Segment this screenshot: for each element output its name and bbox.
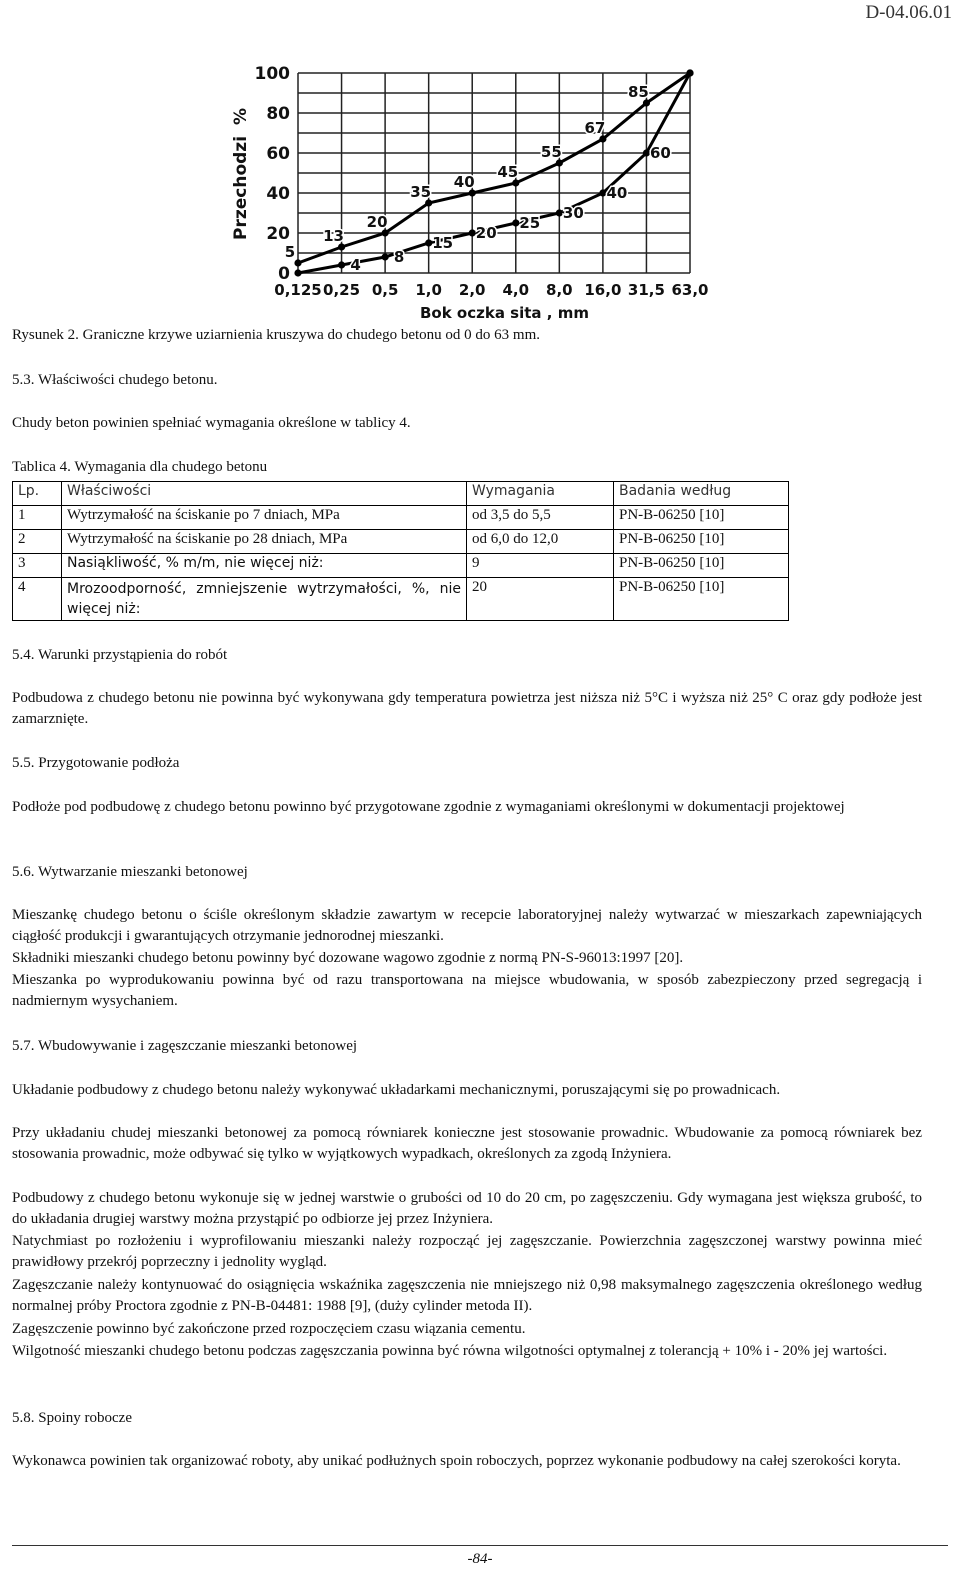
table-row <box>13 530 789 554</box>
data-point <box>294 269 301 276</box>
lower-data-label: 8 <box>393 248 405 266</box>
upper-data-label: 35 <box>410 183 432 201</box>
table-title: Tablica 4. Wymagania dla chudego betonu <box>12 459 268 475</box>
table-row <box>13 554 789 578</box>
section-heading-5-6: 5.6. Wytwarzanie mieszanki betonowej <box>12 864 248 880</box>
cell-standard: PN-B-06250 [10] <box>614 578 789 621</box>
section-text-5-4: Podbudowa z chudego betonu nie powinna być wykonywana gdy temperatura powietrza jest niższa niż 5°C i wyższa niż 25° C oraz gdy podłoże jest zamarznięte. <box>12 690 922 727</box>
section-text-5-6-c: Mieszanka po wyprodukowaniu powinna być od razu transportowana na miejsce wbudowania, w sposób zabezpieczony przed segregacją i nadmiernym wysychaniem. <box>12 972 922 1009</box>
data-point <box>643 149 650 156</box>
lower-data-label: 25 <box>519 214 541 232</box>
lower-data-label: 30 <box>562 204 584 222</box>
upper-data-label: 45 <box>497 163 519 181</box>
header-requirements: Wymagania <box>467 482 614 506</box>
cell-standard: PN-B-06250 [10] <box>614 554 789 578</box>
section-text-5-5: Podłoże pod podbudowę z chudego betonu powinno być przygotowane zgodnie z wymaganiami określonymi w dokumentacji projektowej <box>12 799 845 815</box>
cell-property: Nasiąkliwość, % m/m, nie więcej niż: <box>62 554 467 578</box>
section-text-5-7-f: Zagęszczenie powinno być zakończone przed rozpoczęciem czasu wiązania cementu. <box>12 1321 526 1337</box>
y-tick-label: 80 <box>266 104 290 124</box>
x-tick-label: 0,25 <box>323 281 361 299</box>
data-point <box>556 209 563 216</box>
y-tick-label: 40 <box>266 184 290 204</box>
x-axis-title: Bok oczka sita , mm <box>420 304 589 322</box>
upper-data-label: 40 <box>453 173 475 191</box>
y-tick-label: 60 <box>266 144 290 164</box>
table-row <box>13 578 789 621</box>
x-tick-label: 16,0 <box>584 281 622 299</box>
x-tick-label: 8,0 <box>546 281 573 299</box>
grading-chart <box>220 55 720 325</box>
header-test-method: Badania według <box>614 482 789 506</box>
cell-requirement: od 3,5 do 5,5 <box>467 506 614 530</box>
page-number: -84- <box>467 1551 493 1567</box>
upper-data-label: 85 <box>628 83 649 101</box>
table-row <box>13 506 789 530</box>
section-text-5-7-e: Zagęszczanie należy kontynuować do osiągnięcia wskaźnika zagęszczenia nie mniejszego niż 0,98 maksymalnego zagęszczenia określonego według normalnej próby Proctora zgodnie z PN-B-04481: 1988 [9], (duży cylinder metoda II). <box>12 1277 922 1314</box>
section-text-5-7-d: Natychmiast po rozłożeniu i wyprofilowaniu mieszanki należy rozpocząć jej zagęszczanie. Powierzchnia zagęszczonej warstwy powinna mieć prawidłowy przekrój poprzeczny i jednolity wygląd. <box>12 1233 922 1270</box>
y-axis-title: Przechodzi <box>231 135 251 240</box>
lower-data-label: 40 <box>606 184 628 202</box>
cell-lp: 4 <box>13 578 62 621</box>
lower-data-label: 15 <box>432 234 454 252</box>
x-tick-label: 1,0 <box>415 281 442 299</box>
upper-data-label: 20 <box>366 213 388 231</box>
data-point <box>294 259 301 266</box>
cell-lp: 1 <box>13 506 62 530</box>
cell-standard: PN-B-06250 [10] <box>614 506 789 530</box>
upper-data-label: 5 <box>284 243 296 261</box>
requirements-table <box>12 481 789 621</box>
section-text-5-3: Chudy beton powinien spełniać wymagania określone w tablicy 4. <box>12 415 411 431</box>
lower-data-label: 20 <box>475 224 497 242</box>
cell-property: Wytrzymałość na ściskanie po 28 dniach, MPa <box>62 530 467 554</box>
section-text-5-7-g: Wilgotność mieszanki chudego betonu podczas zagęszczania powinna być równa wilgotności optymalnej z tolerancją + 10% i - 20% jej wartości. <box>12 1343 888 1359</box>
x-tick-label: 0,5 <box>371 281 399 299</box>
section-text-5-7-b: Przy układaniu chudej mieszanki betonowej za pomocą równiarek konieczne jest stosowanie prowadnic. Wbudowanie za pomocą równiarek bez stosowania prowadnic, może odbywać się tylko w wyjątkowych wypadkach, określonych za zgodą Inżyniera. <box>12 1125 922 1162</box>
table-header-row <box>13 482 789 506</box>
y-axis-unit: % <box>231 107 251 125</box>
section-text-5-7-c: Podbudowy z chudego betonu wykonuje się w jednej warstwie o grubości od 10 do 20 cm, po zagęszczeniu. Gdy wymagana jest większa grubość, to do układania drugiej warstwy można przystąpić po odbiorze jej przez Inżyniera. <box>12 1190 922 1227</box>
y-tick-label: 20 <box>266 224 290 244</box>
section-heading-5-7: 5.7. Wbudowywanie i zagęszczanie mieszanki betonowej <box>12 1038 358 1054</box>
x-tick-label: 4,0 <box>502 281 530 299</box>
header-properties: Właściwości <box>62 482 467 506</box>
data-point <box>425 239 432 246</box>
section-text-5-7-a: Układanie podbudowy z chudego betonu należy wykonywać układarkami mechanicznymi, poruszającymi się po prowadnicach. <box>12 1082 781 1098</box>
cell-property: Mrozoodporność, zmniejszenie wytrzymałości, %, nie więcej niż: <box>62 578 467 621</box>
section-text-5-8: Wykonawca powinien tak organizować roboty, aby unikać podłużnych spoin roboczych, poprzez wykonanie podbudowy na całej szerokości koryta. <box>12 1453 901 1469</box>
y-tick-label: 0 <box>278 264 290 284</box>
section-text-5-6-a: Mieszankę chudego betonu o ściśle określonym składzie zawartym w recepcie laboratoryjnej należy wytwarzać w mieszarkach zapewniających ciągłość produkcji i gwarantujących otrzymanie jednorodnej mieszanki. <box>12 907 922 944</box>
data-point <box>599 189 606 196</box>
cell-standard: PN-B-06250 [10] <box>614 530 789 554</box>
upper-data-label: 67 <box>584 119 606 137</box>
cell-lp: 2 <box>13 530 62 554</box>
lower-data-label: 60 <box>650 144 671 162</box>
x-tick-label: 31,5 <box>627 281 665 299</box>
cell-requirement: 20 <box>467 578 614 621</box>
figure-caption: Rysunek 2. Graniczne krzywe uziarnienia kruszywa do chudego betonu od 0 do 63 mm. <box>12 327 541 343</box>
document-code: D-04.06.01 <box>865 2 952 23</box>
lower-data-label: 4 <box>350 256 361 274</box>
cell-property: Wytrzymałość na ściskanie po 7 dniach, MPa <box>62 506 467 530</box>
data-point <box>686 69 693 76</box>
section-heading-5-4: 5.4. Warunki przystąpienia do robót <box>12 647 228 663</box>
section-text-5-6-b: Składniki mieszanki chudego betonu powinny być dozowane wagowo zgodnie z normą PN-S-96013:1997 [20]. <box>12 950 684 966</box>
cell-lp: 3 <box>13 554 62 578</box>
upper-data-label: 55 <box>540 143 562 161</box>
x-tick-label: 0,125 <box>274 281 322 299</box>
section-heading-5-5: 5.5. Przygotowanie podłoża <box>12 755 180 771</box>
cell-requirement: od 6,0 do 12,0 <box>467 530 614 554</box>
header-lp: Lp. <box>13 482 62 506</box>
section-heading-5-3: 5.3. Właściwości chudego betonu. <box>12 372 218 388</box>
data-point <box>382 253 389 260</box>
grading-curves-figure <box>220 55 720 325</box>
upper-data-label: 13 <box>323 227 344 245</box>
x-tick-label: 63,0 <box>671 281 709 299</box>
x-tick-label: 2,0 <box>458 281 486 299</box>
footer-divider <box>12 1545 948 1546</box>
section-heading-5-8: 5.8. Spoiny robocze <box>12 1410 132 1426</box>
data-point <box>469 229 476 236</box>
cell-requirement: 9 <box>467 554 614 578</box>
data-point <box>338 261 345 268</box>
y-tick-label: 100 <box>254 64 290 84</box>
data-point <box>512 219 519 226</box>
